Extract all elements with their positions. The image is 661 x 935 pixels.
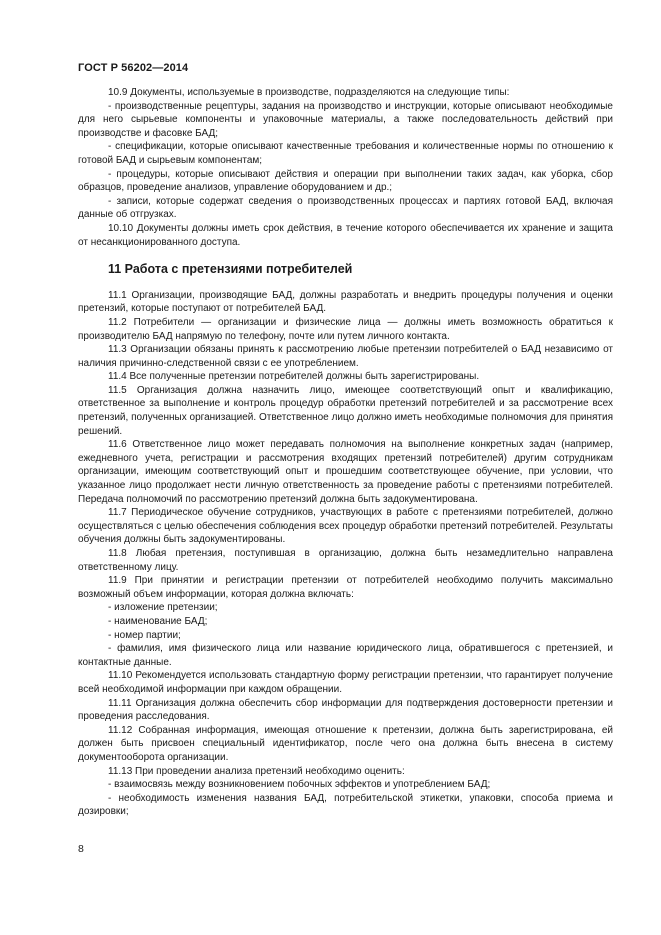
paragraph-11-6: 11.6 Ответственное лицо может передавать полномочия на выполнение конкретных задач (например, ежедневного учета, регистрации и рассмотрения входящих претензий потребителей) другим сотрудникам организации, имеющим соответствующий опыт и прошедшим соответствующее обучение, при условии, что указанное лицо продолжает нести личную ответственность за проведение работы с претензиями потребителей. Передача полномочий по рассмотрению претензий должна быть задокументирована.	[78, 439, 613, 505]
paragraph-11-7: 11.7 Периодическое обучение сотрудников, участвующих в работе с претензиями потребителей, должно осуществляться с целью обеспечения соблюдения всех процедур обработки претензий потребителей. Результаты обучения должны быть задокументированы.	[78, 507, 613, 546]
paragraph-11-8: 11.8 Любая претензия, поступившая в организацию, должна быть незамедлительно направлена ответственному лицу.	[78, 548, 613, 573]
paragraph-11-2: 11.2 Потребители — организации и физические лица — должны иметь возможность обратиться к производителю БАД напрямую по телефону, почте или путем личного контакта.	[78, 316, 613, 342]
list-item: - необходимость изменения названия БАД, потребительской этикетки, упаковки, способа приема и дозировки;	[78, 792, 613, 818]
paragraph-10-10: 10.10 Документы должны иметь срок действия, в течение которого обеспечивается их хранение и защита от несанкционированного доступа.	[78, 222, 613, 248]
list-item: - изложение претензии;	[108, 602, 218, 614]
list-item: - записи, которые содержат сведения о производственных процессах и партиях готовой БАД, включая данные об отгрузках.	[78, 195, 613, 221]
list-item: - фамилия, имя физического лица или название юридического лица, обратившегося с претензией, и контактные данные.	[78, 643, 613, 668]
paragraph-11-5: 11.5 Организация должна назначить лицо, имеющее соответствующий опыт и квалификацию, ответственное за выполнение и контроль процедур обработки претензий потребителей и за рассмотрение всех претензий, полученных организацией. Ответственное лицо должно иметь необходимые полномочия для принятия решений.	[78, 384, 613, 437]
paragraph-11-4: 11.4 Все полученные претензии потребителей должны быть зарегистрированы.	[108, 371, 480, 383]
paragraph-10-9: 10.9 Документы, используемые в производстве, подразделяются на следующие типы:	[108, 87, 510, 98]
list-item: - спецификации, которые описывают качественные требования и количественные нормы по отношению к готовой БАД и сырьевым компонентам;	[78, 141, 613, 166]
list-item: - наименование БАД;	[108, 615, 208, 627]
paragraph-11-10: 11.10 Рекомендуется использовать стандартную форму регистрации претензии, что гарантирует получение всей необходимой информации при каждом обращении.	[78, 670, 613, 695]
list-item: - номер партии;	[108, 629, 181, 641]
page-number: 8	[78, 843, 84, 855]
paragraph-11-11: 11.11 Организация должна обеспечить сбор информации для подтверждения достоверности претензии и проведения расследования.	[78, 697, 613, 723]
paragraph-11-12: 11.12 Собранная информация, имеющая отношение к претензии, должна быть зарегистрирована, ей должен быть присвоен специальный идентификатор, после чего она должна быть внесена в систему документооборота организации.	[78, 724, 613, 763]
document-body	[78, 86, 613, 819]
paragraph-11-3: 11.3 Организации обязаны принять к рассмотрению любые претензии потребителей о БАД независимо от наличия причинно-следственной связи с ее употреблением.	[78, 344, 613, 369]
list-item: - взаимосвязь между возникновением побочных эффектов и употреблением БАД;	[108, 779, 491, 791]
page-header: ГОСТ Р 56202—2014	[78, 62, 189, 74]
paragraph-11-1: 11.1 Организации, производящие БАД, должны разработать и внедрить процедуры получения и оценки претензий, которые поступают от потребителей БАД.	[78, 289, 613, 315]
section-heading-11: 11 Работа с претензиями потребителей	[108, 262, 353, 277]
paragraph-11-13: 11.13 При проведении анализа претензий необходимо оценить:	[108, 765, 405, 777]
paragraph-11-9: 11.9 При принятии и регистрации претензии от потребителей необходимо получить максимально возможный объем информации, которая должна включать:	[78, 575, 613, 600]
list-item: - процедуры, которые описывают действия и операции при выполнении таких задач, как уборка, сбор образцов, проведение анализов, управление оборудованием и др.;	[78, 168, 613, 194]
list-item: - производственные рецептуры, задания на производство и инструкции, которые описывают необходимые для него сырьевые компоненты и упаковочные материалы, а также последовательность действий при производстве и фасовке БАД;	[78, 100, 613, 139]
